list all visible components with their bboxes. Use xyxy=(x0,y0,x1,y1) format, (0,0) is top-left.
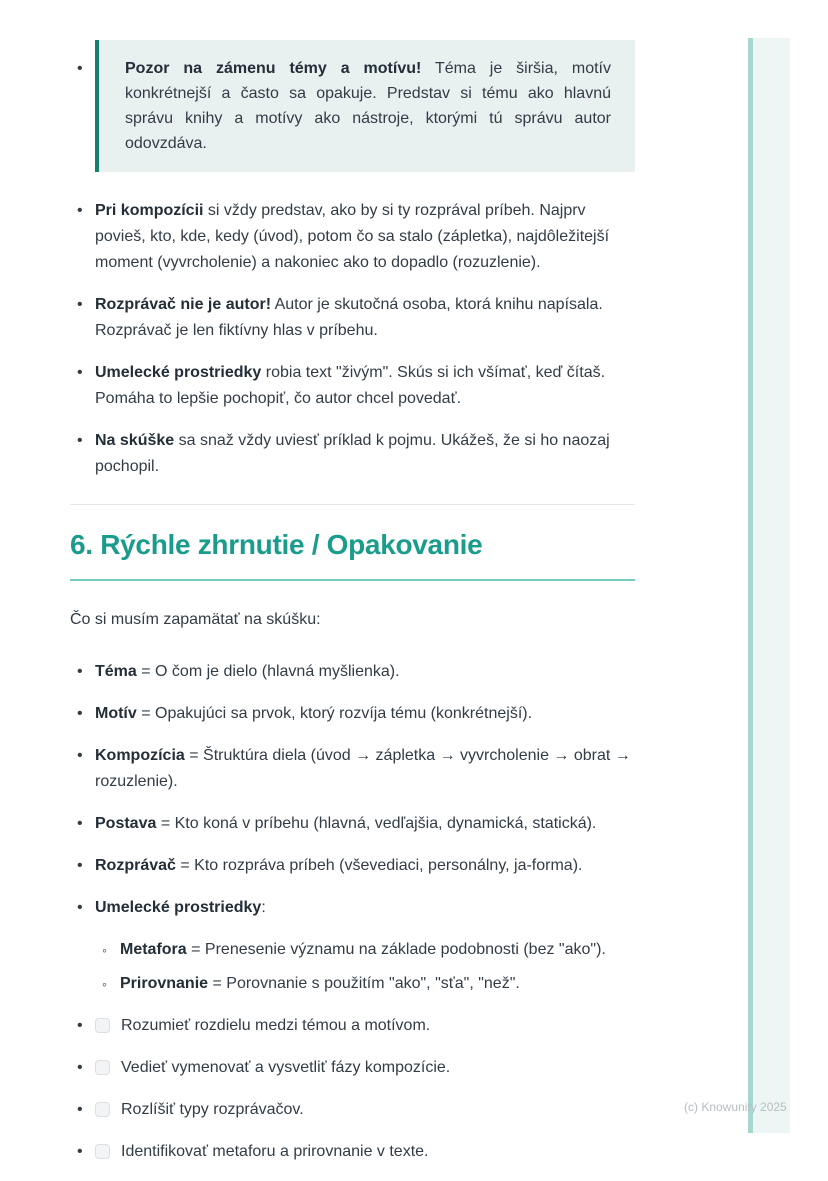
list-item-text xyxy=(95,198,635,276)
list-item-bold: Rozprávač nie je autor! xyxy=(95,296,272,313)
document-content xyxy=(70,0,635,1181)
list-item-bold: Téma xyxy=(95,663,137,680)
checklist-item xyxy=(70,1055,635,1081)
bullet-icon: • xyxy=(77,202,83,219)
list-item xyxy=(70,360,635,412)
sub-list-item-bold: Metafora xyxy=(120,941,187,958)
list-item-body: = Opakujúci sa prvok, ktorý rozvíja tému (konkrétnejší). xyxy=(136,705,533,722)
list-item xyxy=(70,853,635,879)
bullet-icon: • xyxy=(77,432,83,449)
bullet-icon: • xyxy=(77,747,83,764)
checkbox[interactable] xyxy=(95,1102,110,1117)
list-item-bold: Rozprávač xyxy=(95,857,176,874)
bullet-icon: • xyxy=(77,899,83,916)
sub-list-item-body: = Porovnanie s použitím "ako", "sťa", "než". xyxy=(208,975,520,992)
bullet-icon: • xyxy=(77,1143,83,1160)
bullet-icon: • xyxy=(77,857,83,874)
page-edge-panel xyxy=(753,38,790,1133)
list-item xyxy=(70,895,635,921)
circle-bullet-icon: ◦ xyxy=(102,942,107,958)
list-item-text xyxy=(95,659,635,685)
list-item-bold: Umelecké prostriedky xyxy=(95,364,262,381)
list-item-text xyxy=(95,292,635,344)
list-item-bold: Kompozícia xyxy=(95,747,185,764)
list-item-bold: Postava xyxy=(95,815,157,832)
bullet-icon: • xyxy=(77,1059,83,1076)
checklist-label: Vedieť vymenovať a vysvetliť fázy kompozície. xyxy=(121,1059,451,1076)
sub-summary-list xyxy=(70,937,635,997)
callout-box xyxy=(95,40,635,172)
list-item-body: = Kto koná v príbehu (hlavná, vedľajšia, dynamická, statická). xyxy=(156,815,597,832)
list-item-body: robia text "živým". Skús si ich všímať, keď čítaš. Pomáha to lepšie pochopiť, čo autor chcel povedať. xyxy=(95,364,606,407)
list-item-bold: Umelecké prostriedky xyxy=(95,899,262,916)
circle-bullet-icon: ◦ xyxy=(102,976,107,992)
list-item xyxy=(70,292,635,344)
list-item xyxy=(70,428,635,480)
sub-list-item-text xyxy=(120,971,635,997)
section-intro: Čo si musím zapamätať na skúšku: xyxy=(70,611,321,628)
list-item-text xyxy=(95,743,635,795)
checklist-label: Rozlíšiť typy rozprávačov. xyxy=(121,1101,304,1118)
checklist-item xyxy=(70,1139,635,1165)
sub-list-item-bold: Prirovnanie xyxy=(120,975,209,992)
page-title: 6. Rýchle zhrnutie / Opakovanie xyxy=(70,527,635,581)
list-item-body: = Kto rozpráva príbeh (vševediaci, personálny, ja-forma). xyxy=(175,857,583,874)
callout-list-item xyxy=(70,40,635,172)
list-item-body: sa snaž vždy uviesť príklad k pojmu. Ukážeš, že si ho naozaj pochopil. xyxy=(95,432,610,475)
sub-list-item xyxy=(95,937,635,963)
list-item xyxy=(70,811,635,837)
list-item xyxy=(70,743,635,795)
summary-list xyxy=(70,659,635,1165)
bullet-icon: • xyxy=(77,705,83,722)
bullet-icon: • xyxy=(77,1017,83,1034)
bullet-icon: • xyxy=(77,663,83,680)
bullet-icon: • xyxy=(77,364,83,381)
list-item-text xyxy=(95,811,635,837)
copyright-watermark: (c) Knowunity 2025 xyxy=(684,1100,787,1114)
checkbox[interactable] xyxy=(95,1060,110,1075)
page-edge-line xyxy=(748,38,753,1133)
list-item-body: = O čom je dielo (hlavná myšlienka). xyxy=(136,663,400,680)
checklist-label: Rozumieť rozdielu medzi témou a motívom. xyxy=(121,1017,431,1034)
callout-body: Téma je širšia, motív konkrétnejší a často sa opakuje. Predstav si tému ako hlavnú správu knihy a motívy ako nástroje, ktorými tú správu autor odovzdáva. xyxy=(125,60,612,152)
list-item-bold: Pri kompozícii xyxy=(95,202,204,219)
callout-bold: Pozor na zámenu témy a motívu! xyxy=(125,60,422,77)
tips-list xyxy=(70,198,635,480)
callout-text xyxy=(125,56,611,156)
bullet-icon: • xyxy=(77,60,83,77)
checklist-item xyxy=(70,1013,635,1039)
list-item-text xyxy=(95,853,635,879)
list-item-text xyxy=(95,360,635,412)
bullet-icon: • xyxy=(77,1101,83,1118)
section-divider xyxy=(70,504,635,505)
list-item xyxy=(70,701,635,727)
list-item-bold: Na skúške xyxy=(95,432,175,449)
list-item-text xyxy=(95,428,635,480)
checklist-label: Identifikovať metaforu a prirovnanie v texte. xyxy=(121,1143,429,1160)
list-item-bold: Motív xyxy=(95,705,137,722)
list-item-text xyxy=(95,895,635,921)
list-item-body: si vždy predstav, ako by si ty rozprával príbeh. Najprv povieš, kto, kde, kedy (úvod), potom čo sa stalo (zápletka), najdôležitejší moment (vyvrcholenie) a nakoniec ako to dopadlo (rozuzlenie). xyxy=(95,202,610,271)
list-item-text xyxy=(95,701,635,727)
checklist-item xyxy=(70,1097,635,1123)
sub-list-item-body: = Prenesenie významu na základe podobnosti (bez "ako"). xyxy=(186,941,606,958)
bullet-icon: • xyxy=(77,296,83,313)
bullet-icon: • xyxy=(77,815,83,832)
checkbox[interactable] xyxy=(95,1144,110,1159)
list-item xyxy=(70,198,635,276)
list-item xyxy=(70,659,635,685)
checkbox[interactable] xyxy=(95,1018,110,1033)
sub-list-item xyxy=(95,971,635,997)
list-item-body: Autor je skutočná osoba, ktorá knihu napísala. Rozprávač je len fiktívny hlas v príbehu. xyxy=(95,296,603,339)
list-item-body: : xyxy=(261,899,266,916)
sub-list-item-text xyxy=(120,937,635,963)
list-item-body: = Štruktúra diela (úvod → zápletka → vyvrcholenie → obrat → rozuzlenie). xyxy=(95,747,631,790)
